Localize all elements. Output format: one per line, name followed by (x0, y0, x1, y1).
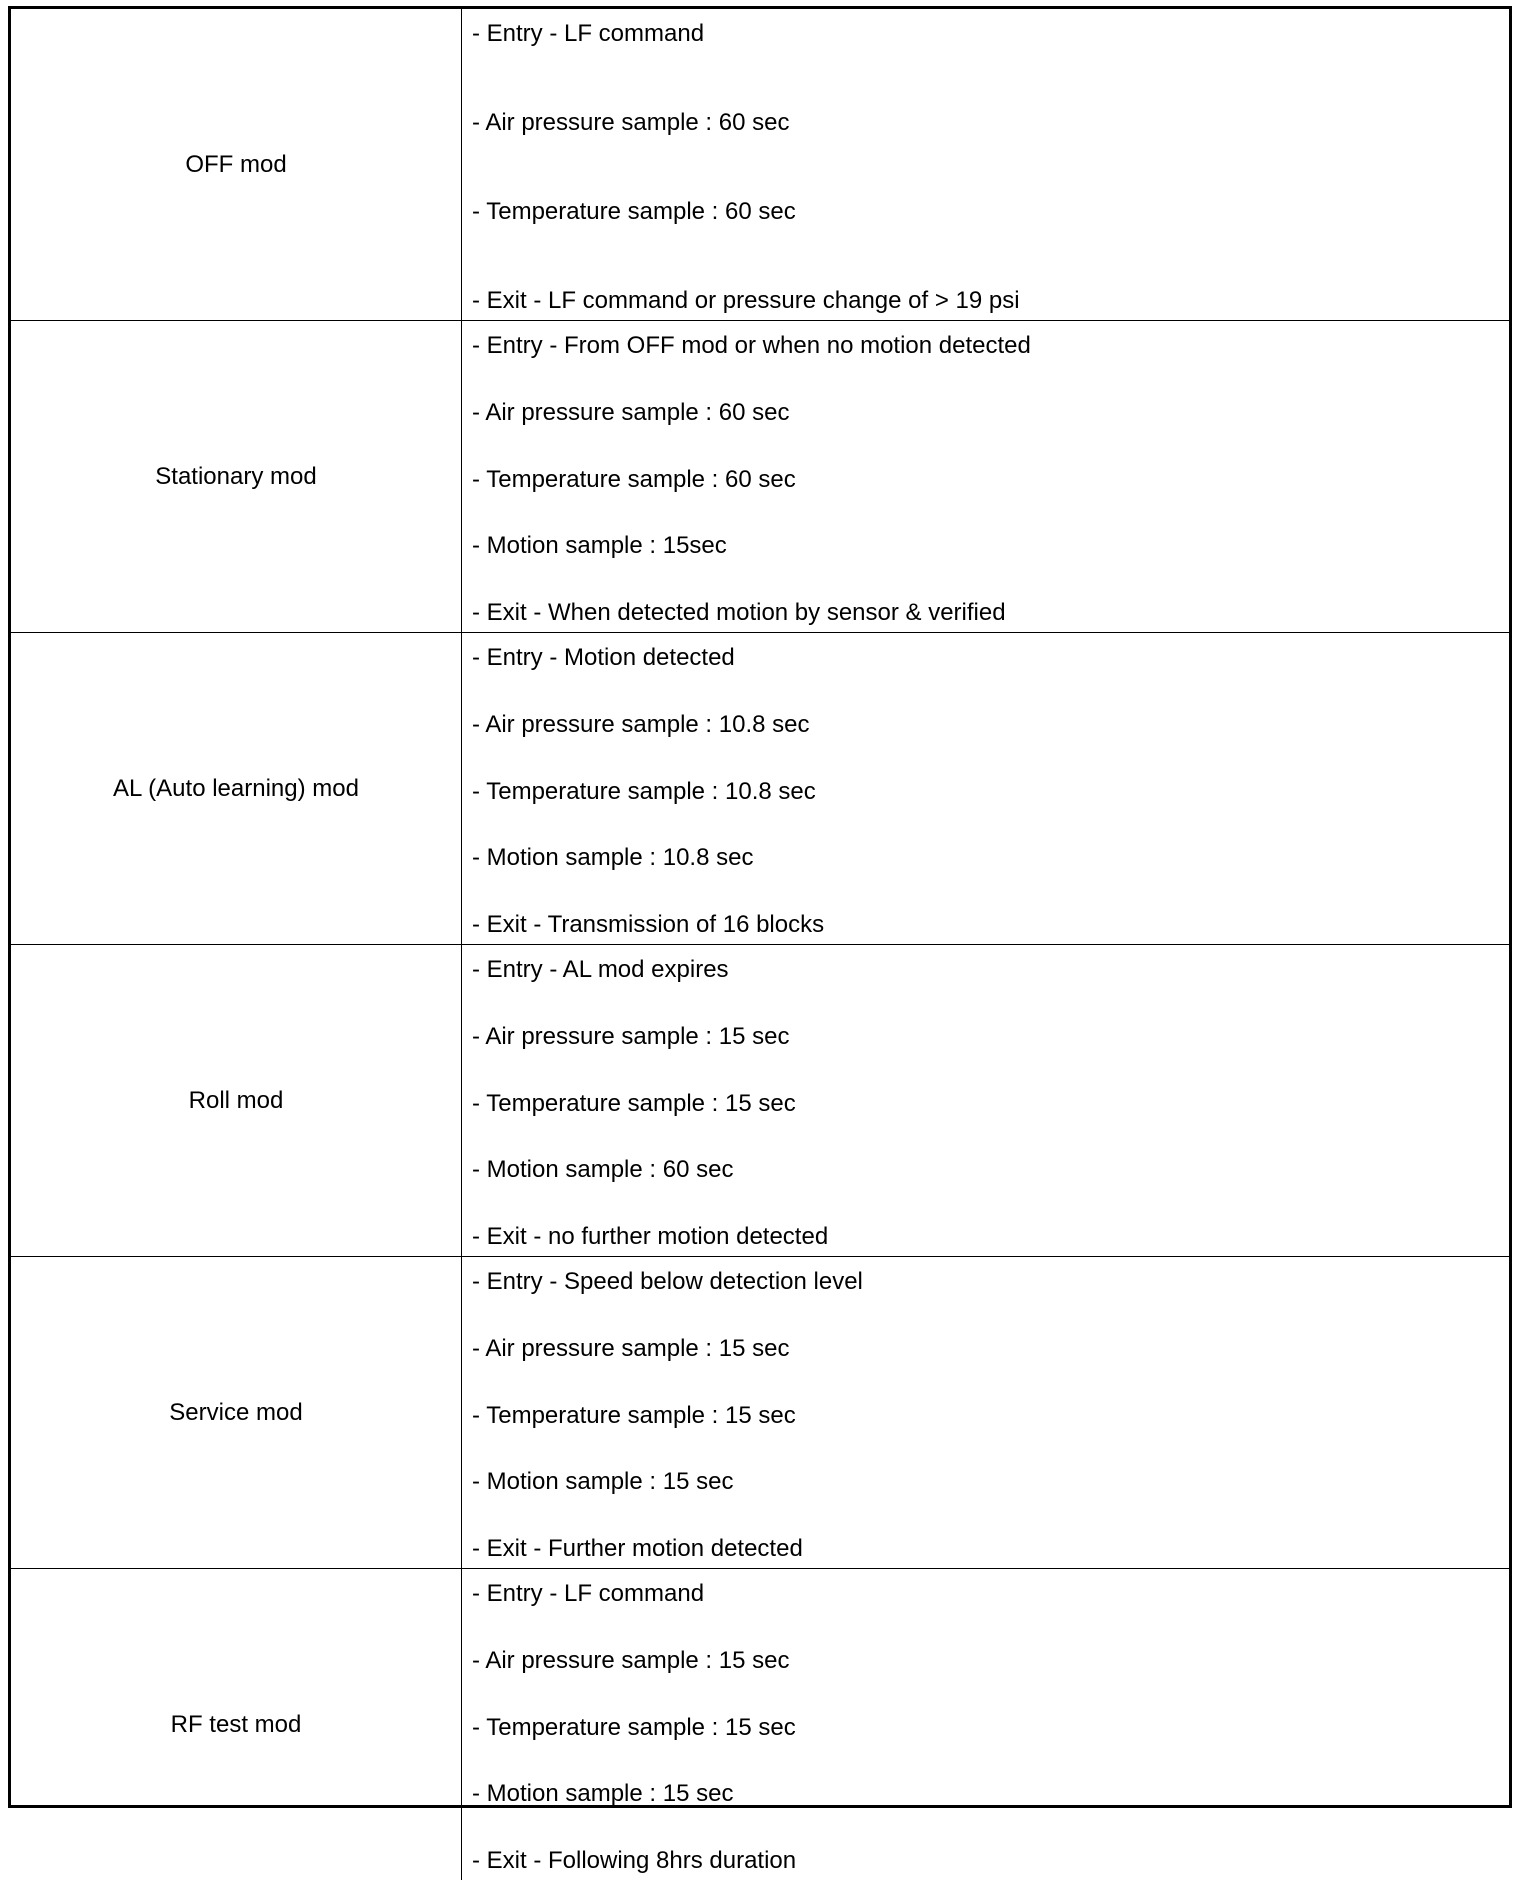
mode-details (462, 9, 1510, 321)
mode-details (462, 321, 1510, 633)
detail-line: - Entry - LF command (472, 20, 1509, 48)
detail-line: - Entry - Speed below detection level (472, 1268, 1509, 1296)
detail-line: - Air pressure sample : 15 sec (472, 1335, 1509, 1363)
detail-line: - Entry - From OFF mod or when no motion detected (472, 332, 1509, 360)
detail-line: - Motion sample : 15sec (472, 532, 1509, 560)
detail-line: - Temperature sample : 15 sec (472, 1402, 1509, 1430)
detail-line: - Air pressure sample : 15 sec (472, 1647, 1509, 1675)
table-row (11, 945, 1509, 1257)
detail-line: - Air pressure sample : 10.8 sec (472, 711, 1509, 739)
mode-name: Roll mod (11, 945, 462, 1257)
detail-line: - Temperature sample : 60 sec (472, 198, 1509, 226)
mode-details (462, 1257, 1510, 1569)
mode-name: Stationary mod (11, 321, 462, 633)
mode-details (462, 945, 1510, 1257)
detail-line: - Entry - LF command (472, 1580, 1509, 1608)
mode-name: AL (Auto learning) mod (11, 633, 462, 945)
detail-line: - Exit - Further motion detected (472, 1535, 1509, 1563)
detail-line: - Motion sample : 15 sec (472, 1468, 1509, 1496)
mode-details (462, 1569, 1510, 1880)
detail-line: - Temperature sample : 10.8 sec (472, 778, 1509, 806)
detail-line: - Exit - LF command or pressure change of > 19 psi (472, 287, 1509, 315)
mode-name: OFF mod (11, 9, 462, 321)
mode-name: RF test mod (11, 1569, 462, 1880)
detail-line: - Temperature sample : 15 sec (472, 1714, 1509, 1742)
table-row (11, 633, 1509, 945)
detail-line: - Temperature sample : 60 sec (472, 466, 1509, 494)
table-row (11, 1257, 1509, 1569)
detail-line: - Exit - When detected motion by sensor & verified (472, 599, 1509, 627)
table-row (11, 1569, 1509, 1880)
mode-name: Service mod (11, 1257, 462, 1569)
detail-line: - Temperature sample : 15 sec (472, 1090, 1509, 1118)
mode-details (462, 633, 1510, 945)
detail-line: - Entry - AL mod expires (472, 956, 1509, 984)
detail-line: - Air pressure sample : 60 sec (472, 109, 1509, 137)
detail-line: - Motion sample : 15 sec (472, 1780, 1509, 1808)
mode-table-frame (8, 6, 1512, 1808)
detail-line: - Motion sample : 60 sec (472, 1156, 1509, 1184)
mode-table (11, 9, 1509, 1880)
detail-line: - Motion sample : 10.8 sec (472, 844, 1509, 872)
detail-line: - Exit - Following 8hrs duration (472, 1847, 1509, 1875)
table-row (11, 321, 1509, 633)
detail-line: - Air pressure sample : 15 sec (472, 1023, 1509, 1051)
detail-line: - Exit - Transmission of 16 blocks (472, 911, 1509, 939)
detail-line: - Air pressure sample : 60 sec (472, 399, 1509, 427)
table-row (11, 9, 1509, 321)
detail-line: - Exit - no further motion detected (472, 1223, 1509, 1251)
detail-line: - Entry - Motion detected (472, 644, 1509, 672)
